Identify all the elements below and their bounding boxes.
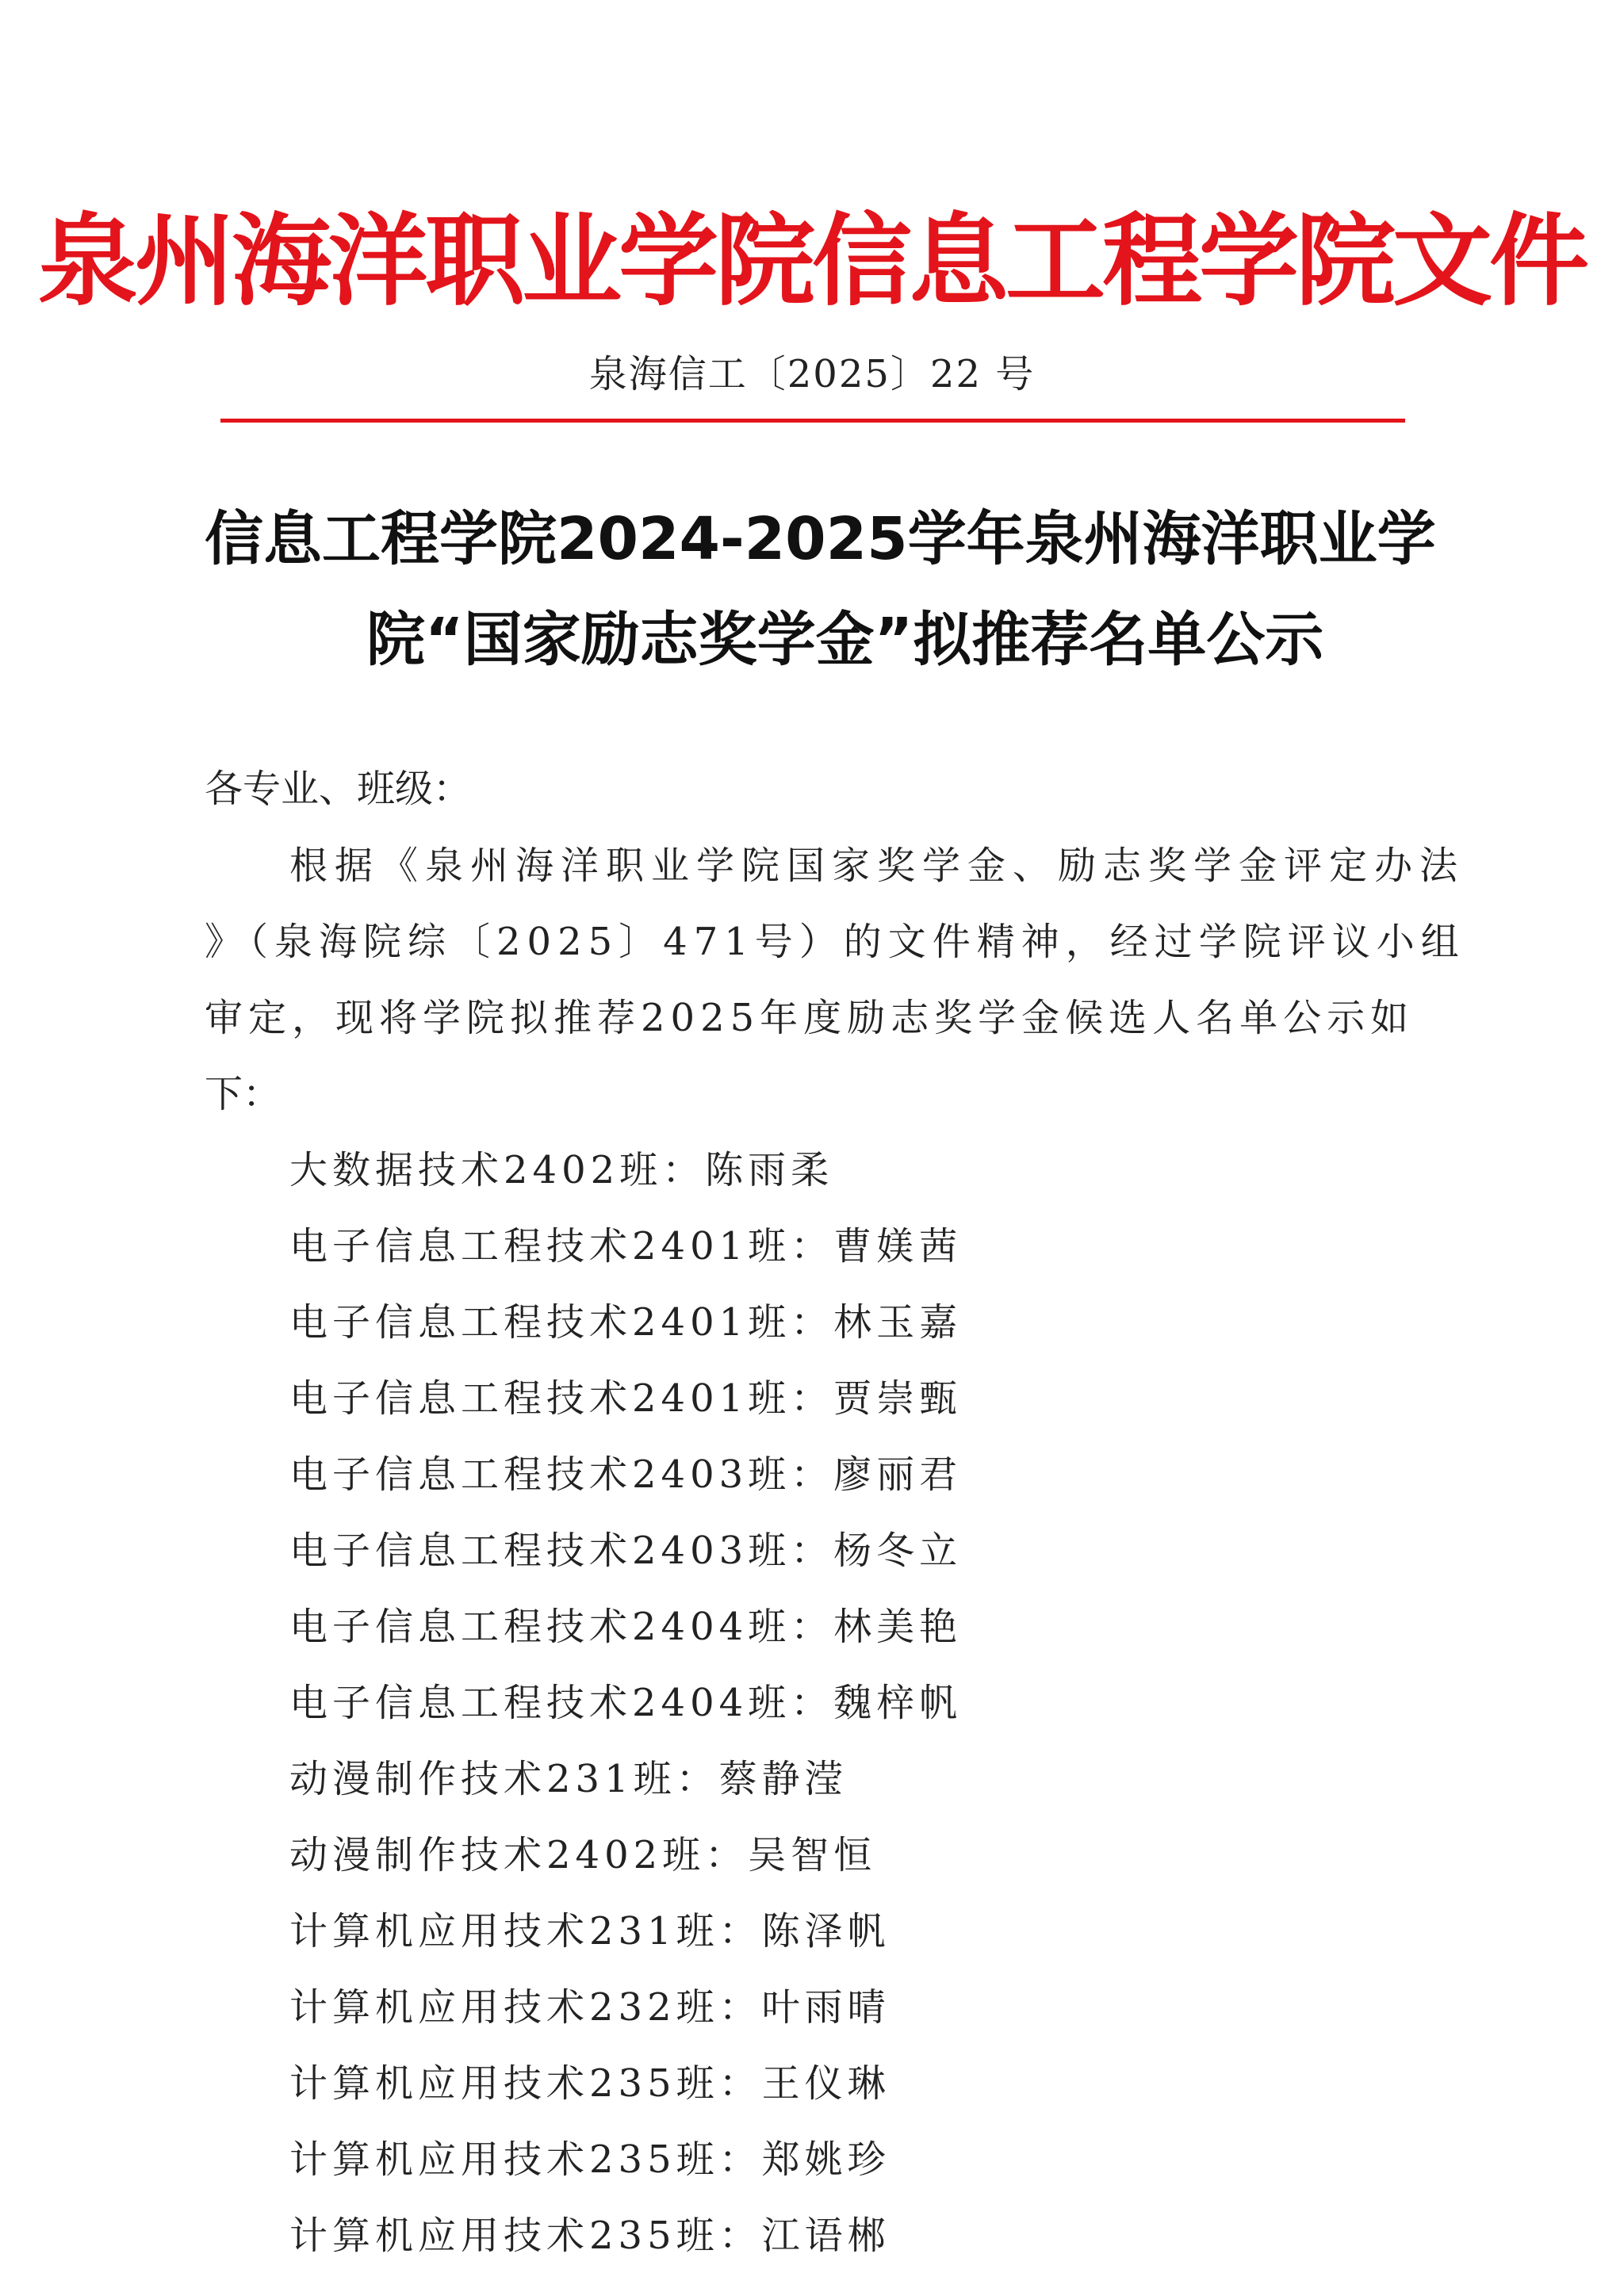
paragraph-line: 下： [205,1072,282,1116]
candidate-list-item: 计算机应用技术232班：叶雨晴 [289,1985,891,2030]
candidate-list-item: 动漫制作技术231班：蔡静滢 [289,1757,848,1801]
candidate-list-item: 电子信息工程技术2401班：贾崇甄 [289,1376,963,1421]
candidate-list-item: 计算机应用技术231班：陈泽帆 [289,1909,891,1954]
organization-header: 泉州海洋职业学院信息工程学院文件 [38,203,1586,320]
candidate-list-item: 电子信息工程技术2401班：林玉嘉 [289,1300,963,1345]
paragraph-line: 根据《泉州海洋职业学院国家奖学金、励志奖学金评定办法 [289,844,1465,888]
document-title-line-2: 院“国家励志奖学金”拟推荐名单公示 [366,606,1324,674]
candidate-list-item: 计算机应用技术235班：王仪琳 [289,2061,891,2106]
candidate-list-item: 电子信息工程技术2404班：魏梓帆 [289,1681,963,1725]
candidate-list-item: 电子信息工程技术2404班：林美艳 [289,1605,963,1649]
paragraph-line: 审定，现将学院拟推荐2025年度励志奖学金候选人名单公示如 [205,996,1415,1040]
candidate-list-item: 计算机应用技术235班：江语郴 [289,2214,891,2258]
header-divider [220,419,1405,423]
candidate-list-item: 电子信息工程技术2401班：曹媄茜 [289,1224,963,1269]
salutation: 各专业、班级： [205,767,472,811]
document-title-line-1: 信息工程学院2024-2025学年泉州海洋职业学 [205,505,1436,573]
candidate-list-item: 计算机应用技术235班：郑姚珍 [289,2137,891,2182]
candidate-list-item: 电子信息工程技术2403班：杨冬立 [289,1529,963,1573]
candidate-list-item: 大数据技术2402班：陈雨柔 [289,1148,834,1192]
candidate-list-item: 动漫制作技术2402班：吴智恒 [289,1833,877,1877]
paragraph-line: 》（泉海院综〔2025〕471号）的文件精神，经过学院评议小组 [205,920,1465,964]
document-number: 泉海信工〔2025〕22 号 [588,352,1036,396]
candidate-list-item: 电子信息工程技术2403班：廖丽君 [289,1452,963,1497]
